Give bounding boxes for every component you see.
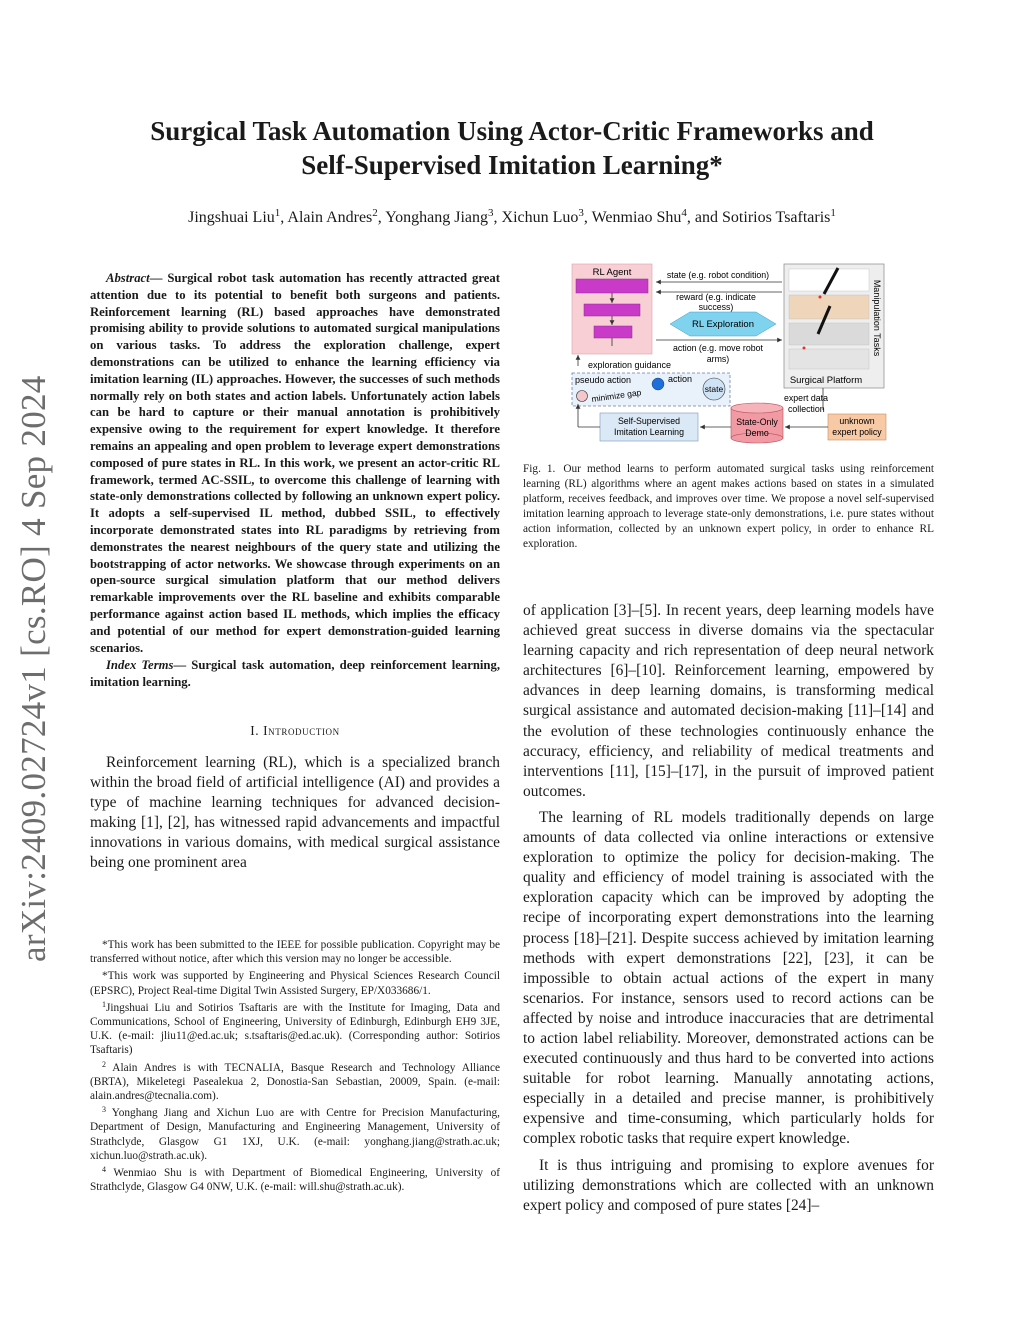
- figure-caption: [523, 462, 934, 553]
- network-layer: [576, 279, 648, 293]
- arxiv-identifier: arXiv:2409.02724v1 [cs.RO] 4 Sep 2024: [14, 375, 53, 962]
- footnote: $^3$ Yonghang Jiang and Xichun Luo are with Centre for Precision Manufacturing, Department of Design, Manufacturing and Engineering Management, University of Strathclyde, Glasgow G1 1XJ, U.K. (e-mail: yonghang.jiang@strath.ac.uk; xichun.luo@strath.ac.uk).: [90, 1105, 500, 1162]
- task-thumbnail: [789, 323, 869, 345]
- rl-exploration-label: RL Exploration: [692, 319, 754, 330]
- footnote: $^4$ Wenmiao Shu is with Department of Biomedical Engineering, University of Strathclyde, Glasgow G4 0NW, U.K. (e-mail: will.shu@strath.ac.uk).: [90, 1165, 500, 1194]
- footnote: $^1$Jingshuai Liu and Sotirios Tsaftaris are with the Institute for Imaging, Data and Communications, School of Engineering, University of Edinburgh, Edinburgh EH9 3JE, U.K. (e-mail: jliu11@ed.ac.uk; s.tsaftaris@ed.ac.uk). (Corresponding author: Sotirios Tsaftaris): [90, 999, 500, 1057]
- pseudo-action-label: pseudo action: [575, 375, 632, 385]
- action-arrow-label: action (e.g. move robot arms): [673, 343, 763, 364]
- author: Yonghang Jiang$^3$,: [385, 207, 502, 226]
- left-column: [90, 270, 500, 873]
- target-marker: [819, 296, 822, 299]
- abstract-lead: Abstract: [106, 271, 150, 285]
- index-terms: Index Terms— Surgical task automation, deep reinforcement learning, imitation learning.: [90, 658, 500, 690]
- figure-1-diagram: [568, 260, 888, 446]
- author: Alain Andres$^2$,: [287, 207, 386, 226]
- author: Xichun Luo$^3$,: [501, 207, 592, 226]
- network-layer: [594, 326, 632, 338]
- reward-arrow-label: reward (e.g. indicate success): [676, 292, 756, 312]
- target-marker: [803, 347, 806, 350]
- action-dot: [652, 378, 664, 390]
- intro-paragraph: The learning of RL models traditionally depends on large amounts of data collected via online interactions or extensive exploration to optimize the policy for decision-making. The quality and efficiency of model training is associated with the exploration capacity which can be improved by adopting the recipe of incorporating expert demonstrations into the learning process [18]–[21]. Despite success achieved by imitation learning methods with expert demonstrations [22], [23], it can be impossible to obtain actual actions of the expert in many scenarios. For instance, sensors used to record actions can be affected by noise and introduce inaccuracies that are detrimental to action label reliability. Moreover, demonstrated actions can be executed continuously and thus hard to be converted into actions suitable for robot learning. Manually annotating actions, especially in a detailed and precise manner, is prohibitively expensive and time-consuming, which particularly holds for complex robotic tasks that require expert knowledge.: [523, 808, 934, 1148]
- state-arrow-label: state (e.g. robot condition): [666, 270, 770, 280]
- action-dot-label: action: [668, 374, 693, 384]
- footnote: *This work has been submitted to the IEEE for possible publication. Copyright may be transferred without notice, after which this version may no longer be accessible.: [90, 939, 500, 966]
- footnote: $^2$ Alain Andres is with TECNALIA, Basque Research and Technology Alliance (BRTA), Mikeletegi Pasealekua 2, Donostia-San Sebastian, 20009, Spain. (e-mail: alain.andres@tecnalia.com).: [90, 1059, 500, 1103]
- intro-paragraph: Reinforcement learning (RL), which is a specialized branch within the broad field of artificial intelligence (AI) and provides a type of machine learning techniques for advanced decision-making [1], [2], has witnessed rapid advancements and impactful innovations in various domains, with medical surgical assistance being one prominent area: [90, 753, 500, 872]
- intro-paragraph: of application [3]–[5]. In recent years, deep learning models have achieved great success in diverse domains via the spectacular learning capacity and rich representation of deep neural network architectures [6]–[10]. Reinforcement learning, empowered by advances in deep learning domains, is transforming medical surgical assistance and automated decision-making [11]–[14] and the evolution of these technologies continuously enhance the accuracy, efficiency, and reliability of medical treatments and interventions [11], [15]–[17], in the pursuit of improved patient outcomes.: [523, 602, 934, 800]
- network-layer: [584, 304, 640, 316]
- expert-policy-label: unknown expert policy: [832, 416, 882, 437]
- author: Sotirios Tsaftaris$^1$: [722, 207, 836, 226]
- title-line-1: Surgical Task Automation Using Actor-Critic Frameworks and: [150, 116, 874, 146]
- ssil-box-label: Self-Supervised Imitation Learning: [614, 416, 684, 437]
- expert-data-label: expert data collection: [784, 393, 829, 414]
- index-terms-lead: Index Terms: [106, 658, 174, 673]
- paper-title: [112, 114, 912, 182]
- footnotes: [90, 938, 500, 1197]
- state-node-label: state: [704, 384, 724, 394]
- abstract-text: Surgical robot task automation has recently attracted great attention due to its potential to benefit both surgeons and patients. Reinforcement learning (RL) based approaches have demonstrated promising ability to provide solutions to automated surgical manipulations on various tasks. To address the exploration challenge, expert demonstrations can be utilized to enhance the learning efficiency via imitation learning (IL) approaches. However, the successes of such methods normally rely on both states and action labels. Unfortunately action labels can be hard to capture or their manual annotation is prohibitively expensive owing to the requirement for expert knowledge. It therefore remains an appealing and open problem to leverage expert demonstrations composed of pure states in RL. In this work, we present an actor-critic RL framework, termed AC-SSIL, to overcome this challenge of learning with state-only demonstrations collected by following an unknown expert policy. It adopts a self-supervised IL method, dubbed SSIL, to effectively incorporate demonstrated states into RL paradigms by retrieving from demonstrates the nearest neighbours of the query state and utilizing the bootstrapping of actor networks. We showcase through experiments on an open-source surgical simulation platform that our method delivers remarkable improvements over the RL baseline and exhibits comparable performance against action based IL methods, which implies the efficacy and potential of our method for expert demonstration-guided learning scenarios.: [90, 271, 500, 655]
- pseudo-action-dot: [577, 391, 588, 402]
- caption-text: Our method learns to perform automated surgical tasks using reinforcement learning (RL) algorithms where an agent makes actions based on states in a simulated platform, receives feedback, and improves over time. We propose a novel self-supervised imitation learning approach to leverage state-only demonstrations, i.e. pure states without action information, collected by an unknown expert policy, in order to enhance RL exploration.: [523, 463, 934, 551]
- index-terms-text: Surgical task automation, deep reinforcement learning, imitation learning.: [90, 658, 500, 690]
- author-list: [92, 208, 932, 228]
- minimize-gap-label: minimize gap: [590, 387, 642, 404]
- surgical-platform-label: Surgical Platform: [789, 375, 863, 386]
- figure-label: Fig. 1.: [523, 463, 556, 475]
- exploration-guidance-label: exploration guidance: [588, 360, 672, 370]
- manipulation-tasks-label: Manipulation Tasks: [872, 279, 882, 357]
- footnote: *This work was supported by Engineering and Physical Sciences Research Council (EPSRC), Project Real-time Digital Twin Assisted Surgery, EP/X033686/1.: [90, 970, 500, 997]
- author: Jingshuai Liu$^1$,: [188, 207, 288, 226]
- intro-paragraph: It is thus intriguing and promising to explore avenues for utilizing demonstrations which are collected with an unknown expert policy and composed of pure states [24]–: [523, 1156, 934, 1214]
- section-heading-introduction: I. Introduction: [250, 722, 340, 738]
- abstract: Abstract— Surgical robot task automation has recently attracted great attention due to its potential to benefit both surgeons and patients. Reinforcement learning (RL) based approaches have demonstrated promising ability to provide solutions to automated surgical manipulations on various tasks. To address the exploration challenge, expert demonstrations can be utilized to enhance the learning efficiency via imitation learning (IL) approaches. However, the successes of such methods normally rely on both states and action labels. Unfortunately action labels can be hard to capture or their manual annotation is prohibitively expensive owing to the requirement for expert knowledge. It therefore remains an appealing and open problem to leverage expert demonstrations composed of pure states in RL. In this work, we present an actor-critic RL framework, termed AC-SSIL, to overcome this challenge of learning with state-only demonstrations collected by following an unknown expert policy. It adopts a self-supervised IL method, dubbed SSIL, to effectively incorporate demonstrated states into RL paradigms by retrieving from demonstrates the nearest neighbours of the query state and utilizing the bootstrapping of actor networks. We showcase through experiments on an open-source surgical simulation platform that our method delivers remarkable improvements over the RL baseline and exhibits comparable performance against action based IL methods, which implies the efficacy and potential of our method for expert demonstration-guided learning scenarios.: [90, 271, 500, 655]
- right-column: [523, 601, 934, 1222]
- task-thumbnail: [789, 349, 869, 369]
- title-line-2: Self-Supervised Imitation Learning*: [301, 150, 723, 180]
- rl-agent-label: RL Agent: [592, 267, 632, 278]
- author: Wenmiao Shu$^4$, and: [591, 207, 723, 226]
- state-only-demo-label: State-Only Demo: [736, 417, 778, 438]
